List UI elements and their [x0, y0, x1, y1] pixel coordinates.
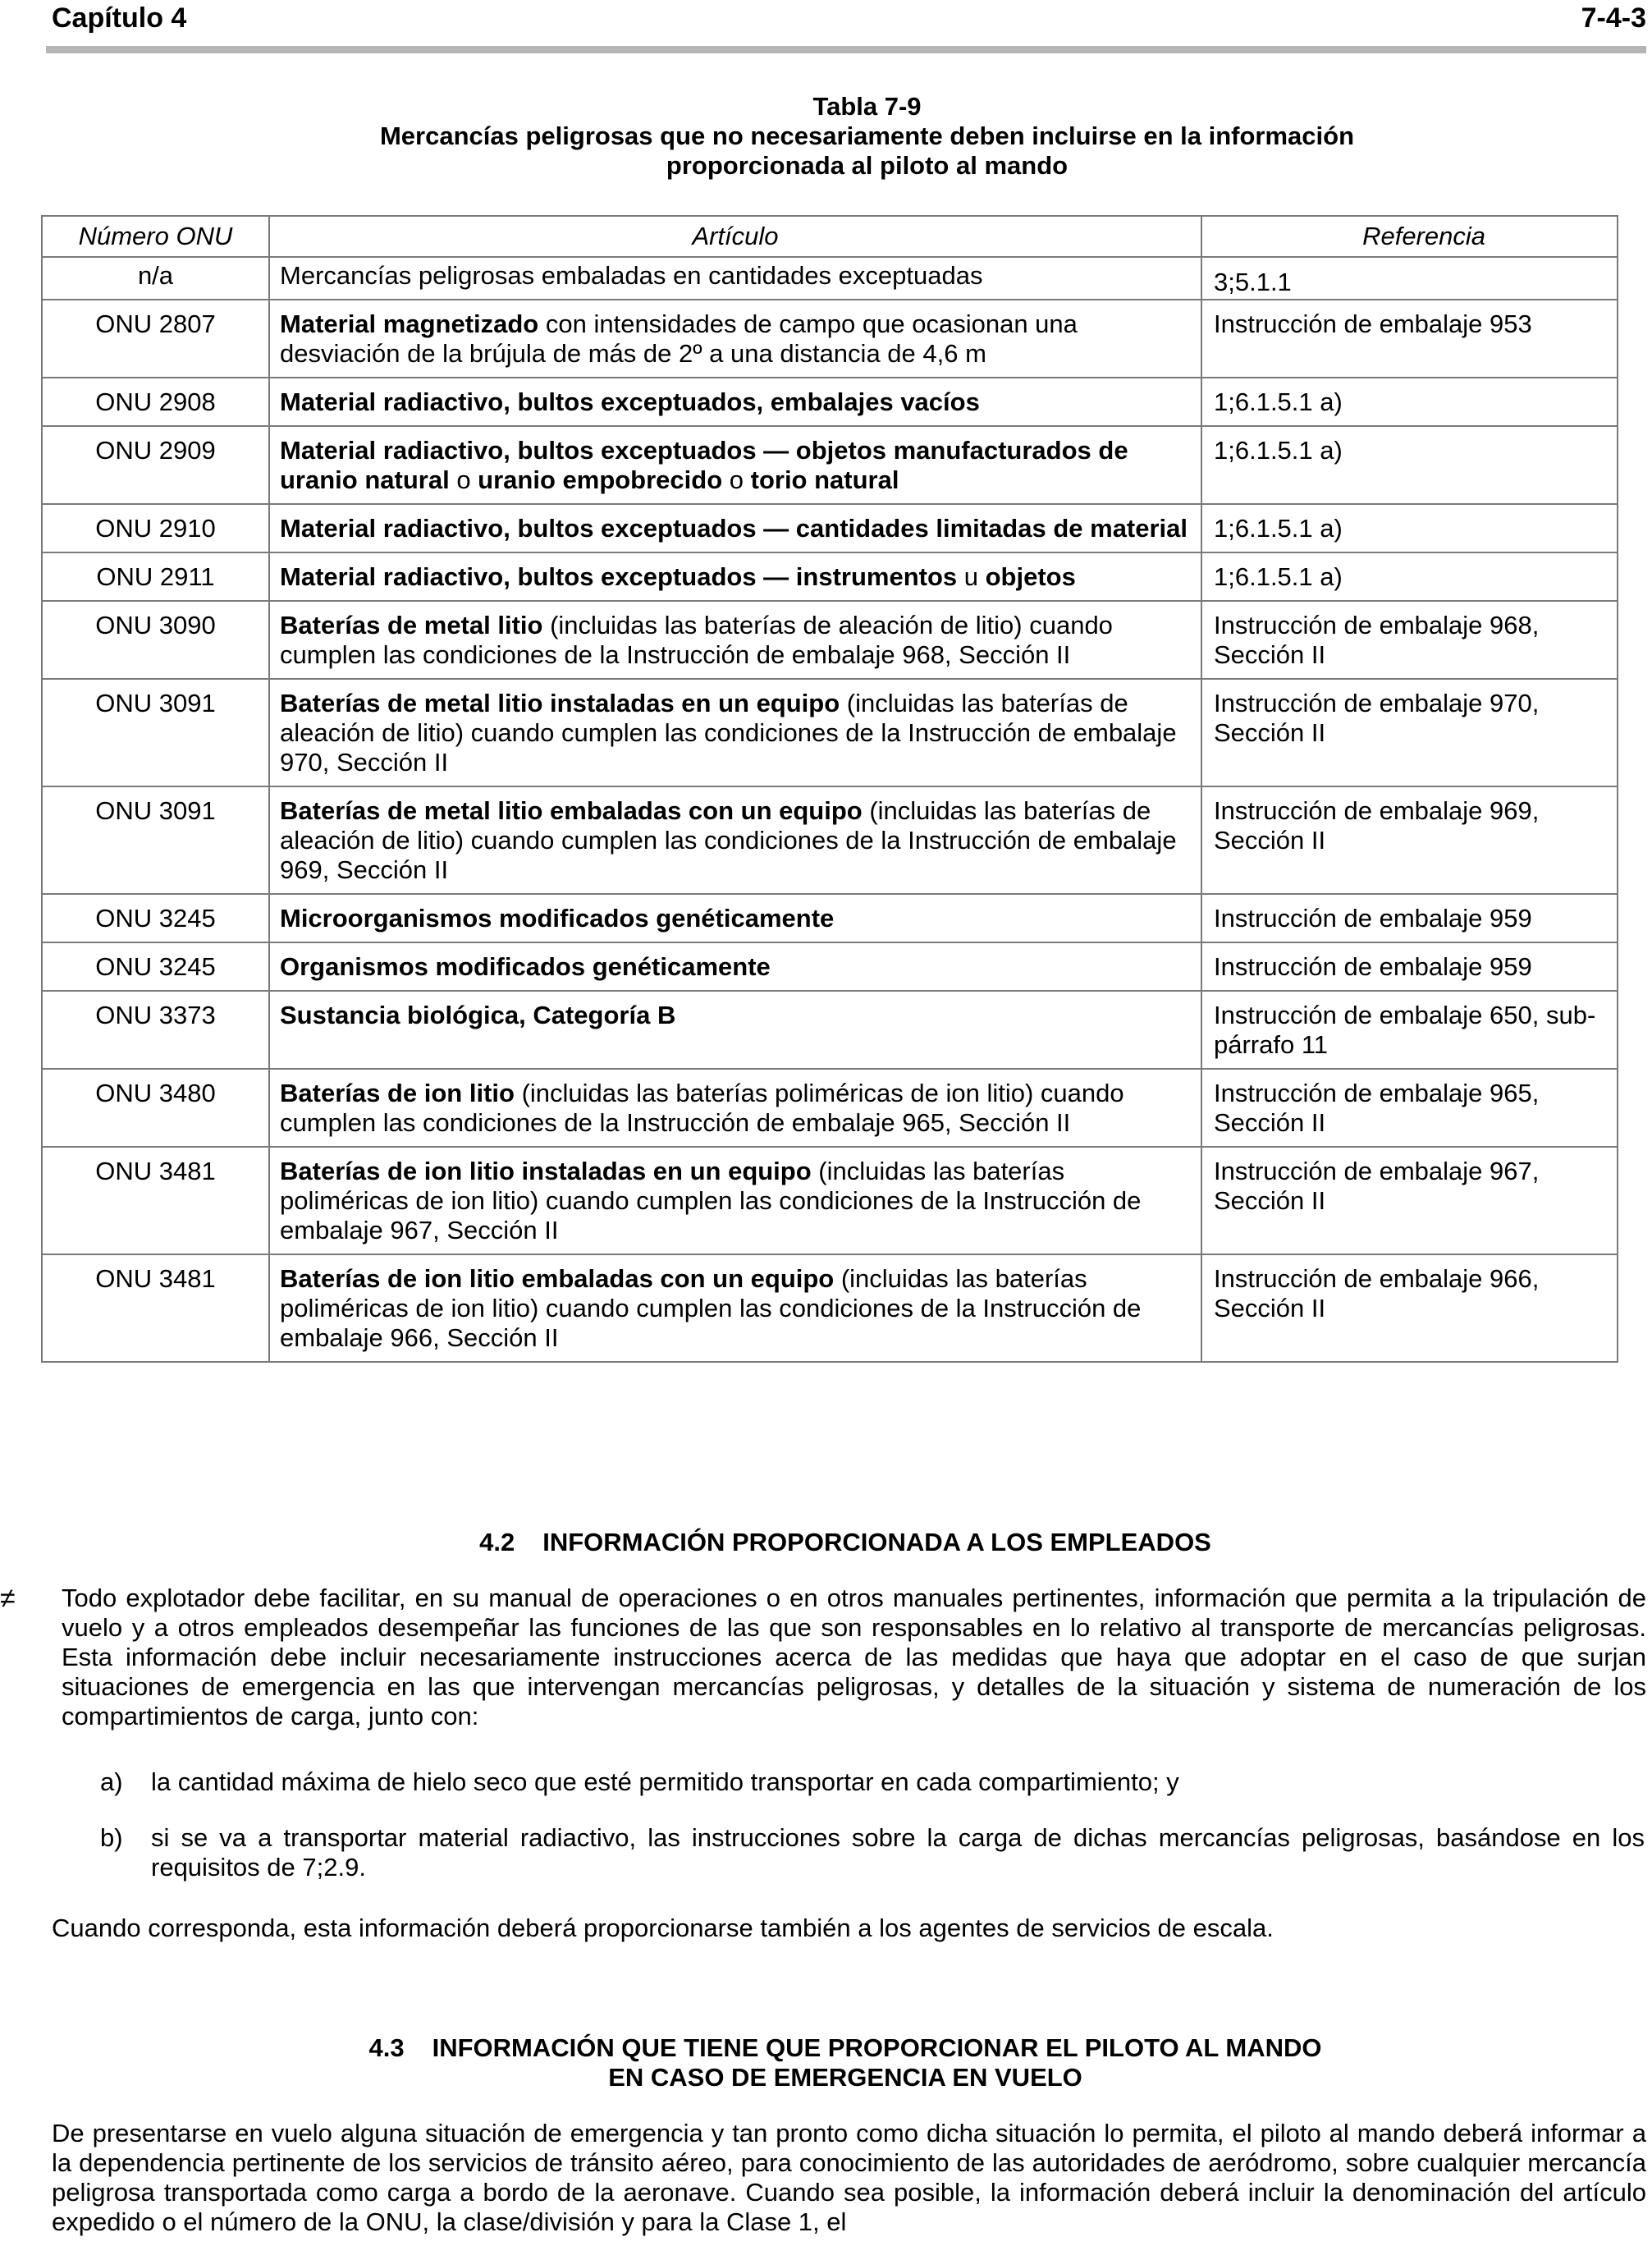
- table-row: [42, 894, 1618, 942]
- article-cell: Material magnetizado con intensidades de campo que ocasionan una desviación de la brújula de más de 2º a una distancia de 4,6 m: [269, 300, 1201, 378]
- running-header: [52, 0, 1646, 36]
- table-title-line1: Mercancías peligrosas que no necesariamente deben incluirse en la información: [379, 121, 1355, 150]
- table-row: [42, 552, 1618, 601]
- un-number-cell: ONU 3373: [42, 991, 269, 1069]
- article-cell: Material radiactivo, bultos exceptuados, embalajes vacíos: [269, 378, 1201, 426]
- header-rule: [46, 46, 1646, 53]
- reference-cell: Instrucción de embalaje 967, Sección II: [1201, 1147, 1618, 1254]
- list-item-label: b): [100, 1823, 123, 1852]
- reference-cell: 1;6.1.5.1 a): [1201, 378, 1618, 426]
- section-title: INFORMACIÓN PROPORCIONADA A LOS EMPLEADOS: [542, 1528, 1211, 1556]
- chapter-label: Capítulo 4: [52, 2, 187, 34]
- article-cell: Material radiactivo, bultos exceptuados — instrumentos u objetos: [269, 552, 1201, 601]
- article-cell: Material radiactivo, bultos exceptuados — objetos manufacturados de uranio natural o uranio empobrecido o torio natural: [269, 426, 1201, 504]
- table-row: [42, 942, 1618, 991]
- table-row: [42, 257, 1618, 300]
- table-row: [42, 1254, 1618, 1362]
- table-row: [42, 601, 1618, 679]
- page-number: 7-4-3: [1581, 2, 1646, 34]
- un-number-cell: ONU 3480: [42, 1069, 269, 1147]
- reference-cell: Instrucción de embalaje 953: [1201, 300, 1618, 378]
- table-row: [42, 300, 1618, 378]
- un-number-cell: ONU 3091: [42, 679, 269, 786]
- column-header-un-number: Número ONU: [42, 216, 269, 257]
- un-number-cell: ONU 3481: [42, 1147, 269, 1254]
- table-row: [42, 378, 1618, 426]
- reference-cell: Instrucción de embalaje 959: [1201, 942, 1618, 991]
- article-cell: Baterías de metal litio embaladas con un equipo (incluidas las baterías de aleación de litio) cuando cumplen las condiciones de la Instrucción de embalaje 969, Sección II: [269, 786, 1201, 894]
- table-row: [42, 1069, 1618, 1147]
- article-cell: Organismos modificados genéticamente: [269, 942, 1201, 991]
- reference-cell: 1;6.1.5.1 a): [1201, 504, 1618, 552]
- table-row: [42, 426, 1618, 504]
- reference-cell: Instrucción de embalaje 965, Sección II: [1201, 1069, 1618, 1147]
- article-cell: Baterías de ion litio (incluidas las baterías poliméricas de ion litio) cuando cumplen las condiciones de la Instrucción de embalaje 965, Sección II: [269, 1069, 1201, 1147]
- section-4-2-heading: [90, 1528, 1600, 1557]
- section-4-3-heading: [90, 2033, 1600, 2092]
- article-cell: Mercancías peligrosas embaladas en cantidades exceptuadas: [269, 257, 1201, 300]
- dangerous-goods-table: [41, 215, 1618, 1363]
- table-row: [42, 786, 1618, 894]
- change-mark: ≠: [0, 1583, 16, 1614]
- table-title-line2: proporcionada al piloto al mando: [666, 151, 1069, 180]
- section-title-line1: 4.3 INFORMACIÓN QUE TIENE QUE PROPORCIONAR EL PILOTO AL MANDO: [368, 2033, 1322, 2062]
- column-header-reference: Referencia: [1201, 216, 1618, 257]
- un-number-cell: ONU 2910: [42, 504, 269, 552]
- list-item: [100, 1823, 1646, 1882]
- section-4-2-paragraph: Todo explotador debe facilitar, en su manual de operaciones o en otros manuales pertinentes, información que permita a la tripulación de vuelo y a otros empleados desempeñar las funciones de las que son responsables en lo relativo al transporte de mercancías peligrosas. Esta información debe incluir necesariamente instrucciones acerca de las medidas que haya que adoptar en el caso de que surjan situaciones de emergencia en las que intervengan mercancías peligrosas, y detalles de la situación y sistema de numeración de los compartimientos de carga, junto con:: [62, 1584, 1646, 1730]
- reference-cell: Instrucción de embalaje 969, Sección II: [1201, 786, 1618, 894]
- un-number-cell: ONU 2911: [42, 552, 269, 601]
- reference-cell: Instrucción de embalaje 968, Sección II: [1201, 601, 1618, 679]
- reference-cell: 1;6.1.5.1 a): [1201, 552, 1618, 601]
- section-4-3-paragraph: De presentarse en vuelo alguna situación de emergencia y tan pronto como dicha situación lo permita, el piloto al mando deberá informar a la dependencia pertinente de los servicios de tránsito aéreo, para conocimiento de las autoridades de aeródromo, sobre cualquier mercancía peligrosa transportada como carga a bordo de la aeronave. Cuando sea posible, la información deberá incluir la denominación del artículo expedido o el número de la ONU, la clase/división y para la Clase 1, el: [52, 2119, 1646, 2236]
- section-number: 4.3: [368, 2033, 405, 2062]
- table-number: Tabla 7-9: [812, 92, 922, 121]
- list-item-text: si se va a transportar material radiactivo, las instrucciones sobre la carga de dichas mercancías peligrosas, basándose en los requisitos de 7;2.9.: [151, 1823, 1645, 1882]
- article-cell: Baterías de metal litio (incluidas las baterías de aleación de litio) cuando cumplen las condiciones de la Instrucción de embalaje 968, Sección II: [269, 601, 1201, 679]
- section-title-line2: EN CASO DE EMERGENCIA EN VUELO: [608, 2063, 1082, 2092]
- un-number-cell: ONU 2909: [42, 426, 269, 504]
- un-number-cell: ONU 3245: [42, 942, 269, 991]
- un-number-cell: ONU 3481: [42, 1254, 269, 1362]
- article-cell: Sustancia biológica, Categoría B: [269, 991, 1201, 1069]
- table-row: [42, 679, 1618, 786]
- un-number-cell: n/a: [42, 257, 269, 300]
- section-4-2-closing: Cuando corresponda, esta información deberá proporcionarse también a los agentes de servicios de escala.: [52, 1914, 1274, 1942]
- article-cell: Microorganismos modificados genéticamente: [269, 894, 1201, 942]
- reference-cell: Instrucción de embalaje 966, Sección II: [1201, 1254, 1618, 1362]
- reference-cell: 3;5.1.1: [1201, 257, 1618, 300]
- section-number: 4.2: [479, 1528, 515, 1556]
- column-header-article: Artículo: [269, 216, 1201, 257]
- article-cell: Baterías de metal litio instaladas en un equipo (incluidas las baterías de aleación de litio) cuando cumplen las condiciones de la Instrucción de embalaje 970, Sección II: [269, 679, 1201, 786]
- un-number-cell: ONU 3245: [42, 894, 269, 942]
- reference-cell: Instrucción de embalaje 959: [1201, 894, 1618, 942]
- un-number-cell: ONU 3091: [42, 786, 269, 894]
- table-row: [42, 1147, 1618, 1254]
- un-number-cell: ONU 2807: [42, 300, 269, 378]
- table-caption: [82, 92, 1652, 181]
- table-row: [42, 991, 1618, 1069]
- reference-cell: Instrucción de embalaje 650, sub-párrafo 11: [1201, 991, 1618, 1069]
- article-cell: Baterías de ion litio embaladas con un equipo (incluidas las baterías poliméricas de ion litio) cuando cumplen las condiciones de la Instrucción de embalaje 966, Sección II: [269, 1254, 1201, 1362]
- un-number-cell: ONU 3090: [42, 601, 269, 679]
- table-row: [42, 504, 1618, 552]
- reference-cell: Instrucción de embalaje 970, Sección II: [1201, 679, 1618, 786]
- list-item-label: a): [100, 1767, 123, 1796]
- list-item-text: la cantidad máxima de hielo seco que esté permitido transportar en cada compartimiento; y: [151, 1767, 1179, 1796]
- un-number-cell: ONU 2908: [42, 378, 269, 426]
- reference-cell: 1;6.1.5.1 a): [1201, 426, 1618, 504]
- list-item: [100, 1767, 1646, 1797]
- article-cell: Baterías de ion litio instaladas en un equipo (incluidas las baterías poliméricas de ion litio) cuando cumplen las condiciones de la Instrucción de embalaje 967, Sección II: [269, 1147, 1201, 1254]
- table-header-row: [42, 216, 1618, 257]
- article-cell: Material radiactivo, bultos exceptuados — cantidades limitadas de material: [269, 504, 1201, 552]
